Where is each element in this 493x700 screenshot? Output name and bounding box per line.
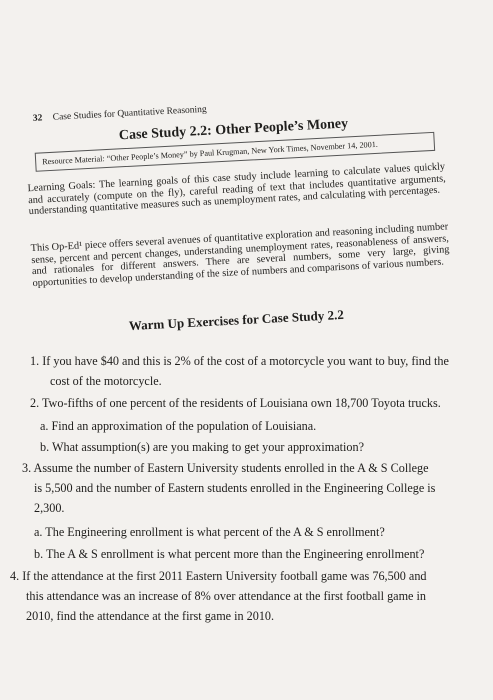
exercise-2a: a. Find an approximation of the population of Louisiana. <box>40 419 317 433</box>
resource-material-box: Resource Material: “Other People’s Money” by Paul Krugman, New York Times, November 14, 2001. <box>35 132 435 172</box>
book-title: Case Studies for Quantitative Reasoning <box>52 104 207 123</box>
exercise-2b: b. What assumption(s) are you making to get your approximation? <box>40 440 365 454</box>
page-number: 32 <box>32 113 43 124</box>
warm-up-title: Warm Up Exercises for Case Study 2.2 <box>128 306 345 334</box>
exercise-1-line-2: cost of the motorcycle. <box>50 374 162 388</box>
exercise-4-line-2: this attendance was an increase of 8% over attendance at the first football game in <box>26 589 426 603</box>
exercise-4-line-3: 2010, find the attendance at the first game in 2010. <box>26 609 275 623</box>
exercise-4 <box>10 566 427 626</box>
exercise-4-line-1: 4. If the attendance at the first 2011 Eastern University football game was 76,500 and <box>10 569 427 583</box>
learning-goals-paragraph: Learning Goals: The learning goals of this case study include learning to calculate values quickly and accurately (compute on the fly), careful reading of text that includes quantitative arguments, understanding quantitative measures such as unemployment rates, and calculating with percentages. <box>27 161 446 218</box>
upper-page-section <box>0 0 486 334</box>
exercise-3-line-2: is 5,500 and the number of Eastern students enrolled in the Engineering College is <box>34 481 436 495</box>
running-head <box>33 105 207 124</box>
oped-paragraph: This Op-Ed¹ piece offers several avenues of quantitative exploration and reasoning including number sense, percent and percent changes, understanding unemployment rates, reasonableness of answers, and rationales for different answers. There are several numbers, some very large, giving opportunities to develop understanding of the size of numbers and comparisons of various numbers. <box>30 221 450 289</box>
exercise-3-line-3: 2,300. <box>34 501 65 515</box>
exercise-3-line-1: 3. Assume the number of Eastern University students enrolled in the A & S College <box>22 461 429 475</box>
exercise-2 <box>30 393 441 413</box>
exercise-2-line-1: 2. Two-fifths of one percent of the residents of Louisiana own 18,700 Toyota trucks. <box>30 396 441 410</box>
exercise-1 <box>30 351 449 391</box>
exercise-3 <box>22 458 435 518</box>
exercise-3b: b. The A & S enrollment is what percent more than the Engineering enrollment? <box>34 547 425 561</box>
exercise-3a: a. The Engineering enrollment is what percent of the A & S enrollment? <box>34 525 385 539</box>
exercise-1-line-1: 1. If you have $40 and this is 2% of the cost of a motorcycle you want to buy, find the <box>30 354 449 368</box>
case-study-title: Case Study 2.2: Other People’s Money <box>118 116 349 144</box>
